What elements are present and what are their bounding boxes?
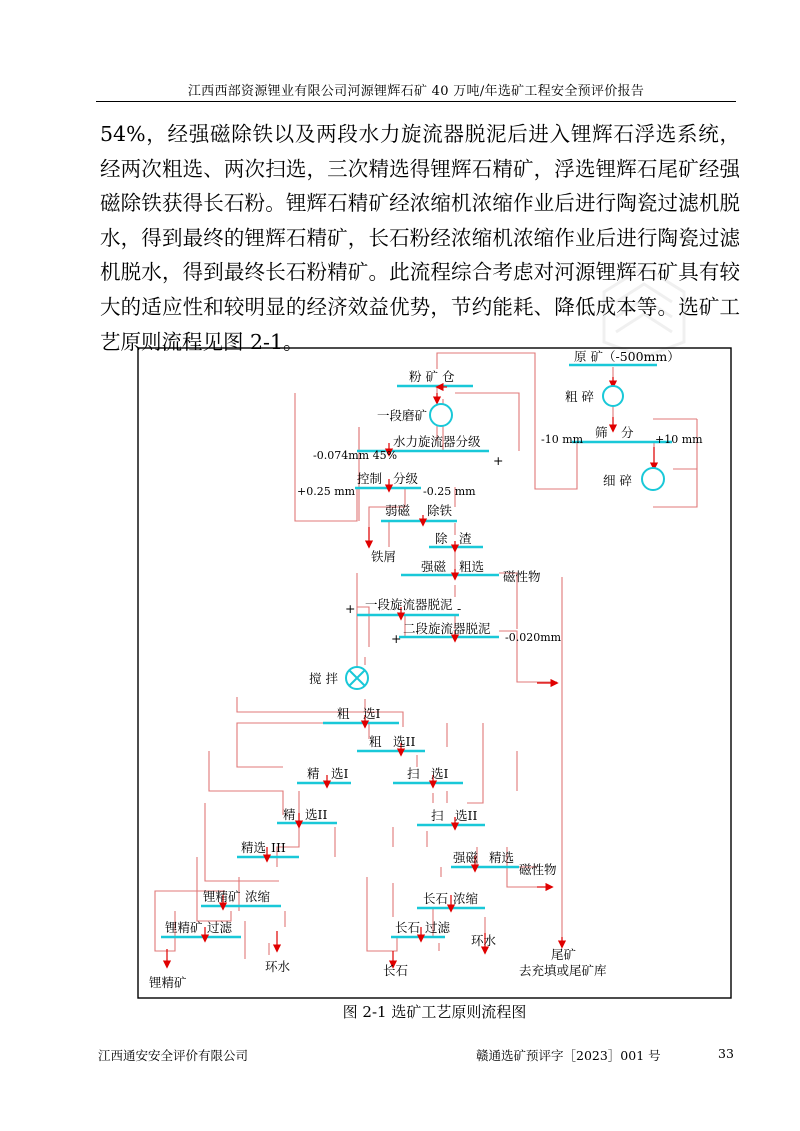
- label-scav1-b: 选I: [431, 766, 449, 781]
- label-desl2-b: 器脱泥: [453, 621, 491, 636]
- fine-crusher-icon: [642, 468, 664, 490]
- label-plus10: +10 mm: [655, 433, 703, 446]
- page-number: 33: [718, 1046, 734, 1061]
- label-slag-a: 除: [435, 531, 448, 546]
- label-rough2-b: 选II: [393, 734, 416, 749]
- figure-caption: 图 2-1 选矿工艺原则流程图: [342, 1003, 527, 1021]
- label-desl1-plus: +: [345, 601, 356, 616]
- label-magnetic: 磁性物: [503, 569, 541, 584]
- label-screen-b: 分: [621, 425, 634, 440]
- label-strong-a: 强磁: [421, 559, 447, 574]
- label-fs-filter-b: 过滤: [425, 920, 451, 935]
- label-li-filter-a: 锂精矿: [165, 920, 203, 935]
- flowchart-labels: [149, 349, 703, 990]
- label-clean3-b: III: [271, 840, 286, 855]
- flow-arrows: [167, 377, 654, 967]
- label-ring-water-1: 环水: [265, 959, 291, 974]
- label-minus020: -0.020mm: [505, 631, 562, 644]
- label-li-filter-b: 过滤: [207, 920, 233, 935]
- label-plus025: +0.25 mm: [297, 485, 356, 498]
- label-rough1-a: 粗: [337, 706, 350, 721]
- label-mag-b: 除铁: [427, 503, 453, 518]
- label-slag-b: 渣: [459, 531, 472, 546]
- label-size-074: -0.074mm 45%: [313, 449, 398, 462]
- label-clean1-a: 精: [307, 766, 320, 781]
- label-cyclone-plus: +: [493, 453, 504, 468]
- label-mill: 一段磨矿: [377, 408, 428, 423]
- label-desl2-a: 二段旋流: [403, 621, 454, 636]
- label-stir: 搅 拌: [309, 671, 338, 686]
- label-fs-filter-a: 长石: [395, 920, 421, 935]
- label-smag-a: 强磁: [453, 850, 479, 865]
- label-raw-ore: 原 矿（-500mm）: [574, 349, 680, 364]
- footer-document-number: 赣通选矿预评字［2023］001 号: [476, 1048, 661, 1063]
- label-tailings-a: 尾矿: [551, 947, 577, 962]
- label-control-b: 分级: [393, 471, 419, 486]
- label-cyclone-a: 水力旋流: [393, 434, 444, 449]
- label-fine-crush: 细 碎: [603, 473, 632, 488]
- header-divider: [96, 101, 736, 102]
- process-bars: [161, 365, 672, 937]
- label-scav2-b: 选II: [455, 808, 478, 823]
- label-clean1-b: 选I: [331, 766, 349, 781]
- report-header: 江西西部资源锂业有限公司河源锂辉石矿 40 万吨/年选矿工程安全预评价报告: [187, 84, 645, 99]
- label-coarse-crush: 粗 碎: [565, 389, 594, 404]
- label-control-a: 控制: [357, 471, 383, 486]
- label-li-concentrate: 锂精矿: [149, 975, 187, 990]
- label-li-thick-a: 锂精矿: [203, 889, 241, 904]
- footer-company: 江西通安安全评价有限公司: [98, 1048, 249, 1063]
- coarse-crusher-icon: [603, 386, 623, 406]
- label-smag-b: 精选: [489, 850, 515, 865]
- label-rough2-a: 粗: [369, 734, 382, 749]
- agitator-icon: [346, 667, 368, 689]
- label-fs-thick-a: 长石: [423, 891, 449, 906]
- label-feldspar: 长石: [383, 963, 409, 978]
- label-mag-a: 弱磁: [385, 503, 411, 518]
- label-minus025: -0.25 mm: [423, 485, 476, 498]
- label-strong-b: 粗选: [459, 559, 485, 574]
- label-screen-a: 筛: [595, 425, 608, 440]
- label-rough1-b: 选I: [363, 706, 381, 721]
- label-scav1-a: 扫: [407, 766, 420, 781]
- label-desl1-b: 器脱泥: [415, 597, 453, 612]
- label-desl1-minus: -: [457, 601, 462, 616]
- label-clean3-a: 精选: [241, 840, 267, 855]
- label-minus10: -10 mm: [541, 433, 584, 446]
- label-cyclone-b: 器分级: [443, 434, 481, 449]
- label-scav2-a: 扫: [431, 808, 444, 823]
- label-ring-water-2: 环水: [471, 933, 497, 948]
- label-desl2-plus: +: [391, 631, 402, 646]
- label-li-thick-b: 浓缩: [245, 889, 271, 904]
- label-desl1-a: 一段旋流: [365, 597, 416, 612]
- label-powder-bin: 粉 矿 仓: [409, 369, 455, 384]
- mill-icon: [430, 404, 452, 426]
- process-flowchart: [137, 347, 732, 999]
- body-paragraph: 54%，经强磁除铁以及两段水力旋流器脱泥后进入锂辉石浮选系统，经两次粗选、两次扫选，三次精选得锂辉石精矿，浮选锂辉石尾矿经强磁除铁获得长石粉。锂辉石精矿经浓缩机浓缩作业后进行陶瓷过滤机脱水，得到最终的锂辉石精矿，长石粉经浓缩机浓缩作业后进行陶瓷过滤机脱水，得到最终长石粉精矿。此流程综合考虑对河源锂辉石矿具有较大的适应性和较明显的经济效益优势，节约能耗、降低成本等。选矿工艺原则流程见图 2-1。: [100, 122, 740, 354]
- label-clean2-b: 选II: [305, 807, 328, 822]
- label-magnetic2: 磁性物: [519, 862, 557, 877]
- label-fs-thick-b: 浓缩: [453, 891, 479, 906]
- label-tailings-b: 去充填或尾矿库: [519, 963, 607, 978]
- label-clean2-a: 精: [283, 807, 296, 822]
- label-iron-scrap: 铁屑: [371, 549, 397, 564]
